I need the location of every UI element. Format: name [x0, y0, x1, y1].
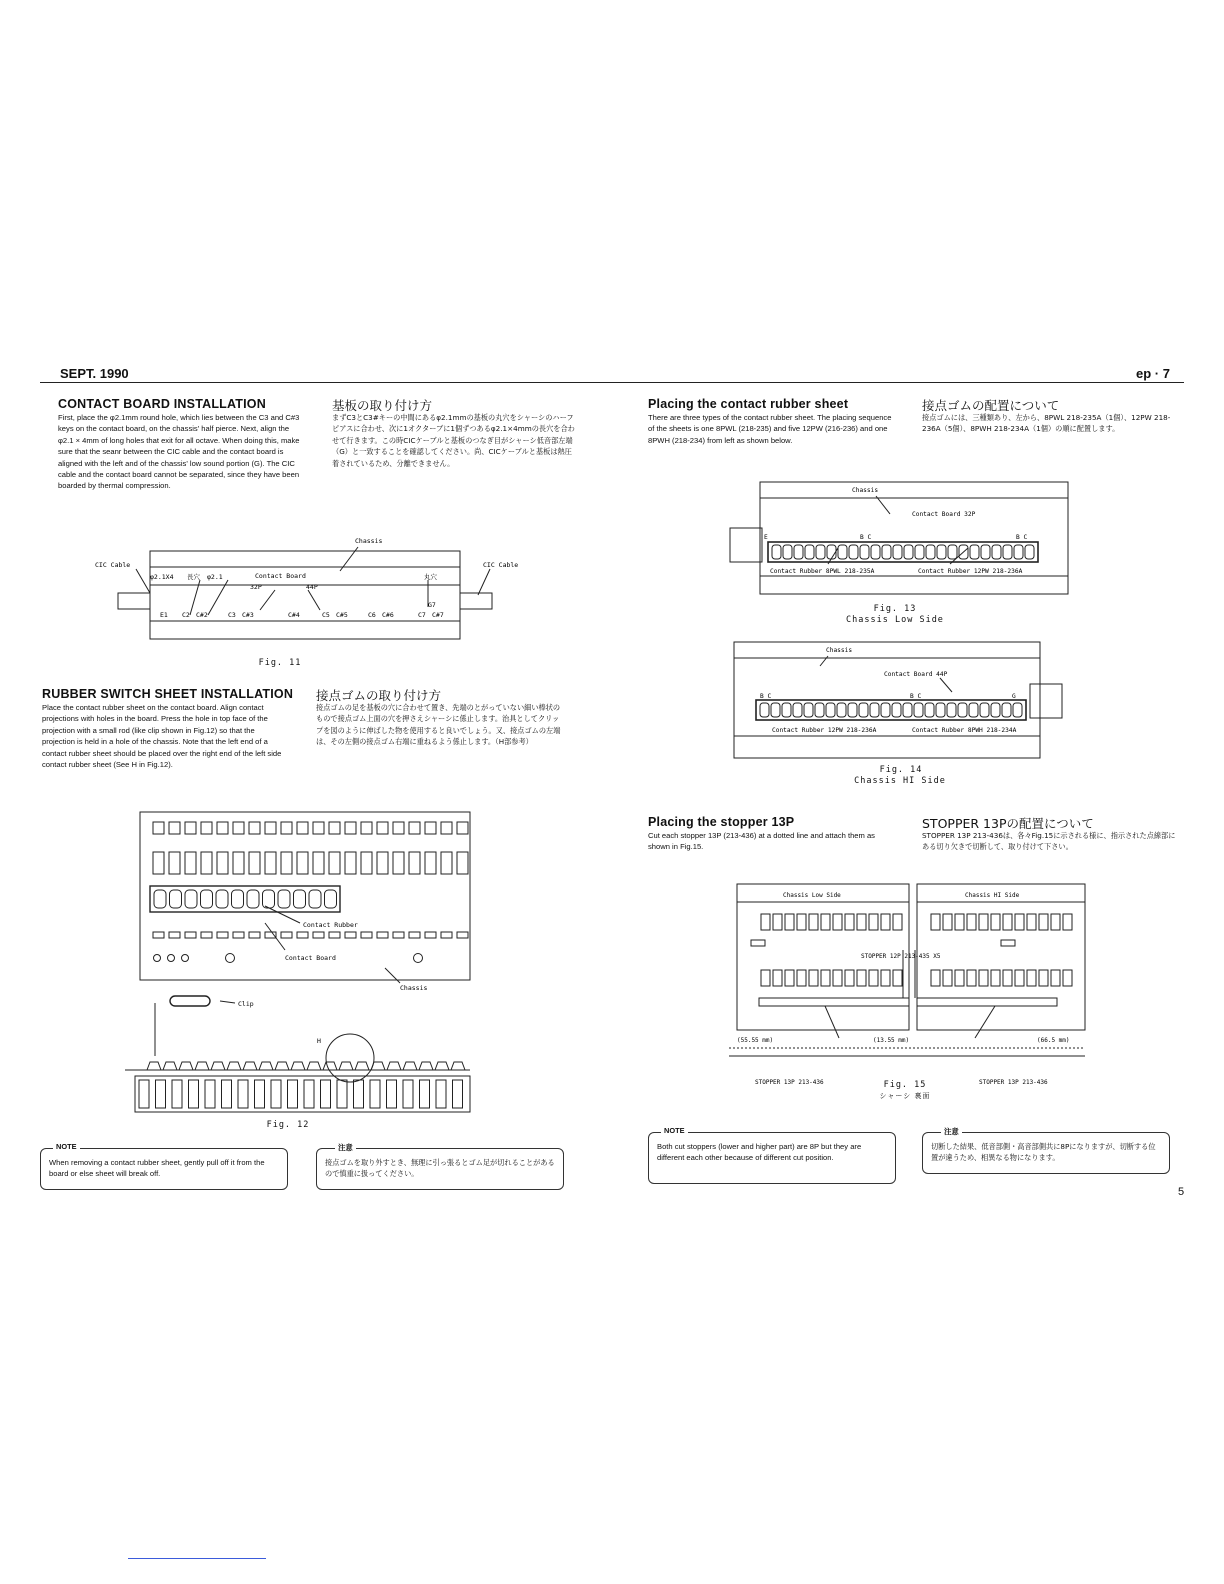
fig12-rubber-bump	[275, 1062, 289, 1070]
fig12-slot	[185, 852, 196, 874]
fig11-chassis-label: Chassis	[355, 537, 383, 545]
fig15-slot	[1027, 970, 1036, 986]
fig12-slot	[329, 852, 340, 874]
fig15-slot	[943, 970, 952, 986]
fig12-slot	[217, 932, 228, 938]
fig11-key: C5	[322, 611, 330, 619]
fig12-slot	[329, 932, 340, 938]
fig12-rubber-bump	[227, 1062, 241, 1070]
fig15-slot	[1051, 970, 1060, 986]
fig15-slot	[1003, 970, 1012, 986]
fig12-rubber-pad	[325, 890, 337, 908]
note-left-text: When removing a contact rubber sheet, gently pull off it from the board or else sheet will break off.	[49, 1158, 265, 1179]
fig13-board: Contact Board 32P	[912, 511, 976, 518]
fig12-rubber-pad	[294, 890, 306, 908]
fig15-slot	[821, 914, 830, 930]
note-right-jp	[922, 1127, 1170, 1174]
fig12-slot	[265, 852, 276, 874]
fig12-rubber-pad	[201, 890, 213, 908]
fig12-slot	[441, 852, 452, 874]
fig12-slot	[217, 822, 228, 834]
fig14-rubber-l: Contact Rubber 12PW 218-236A	[772, 727, 877, 734]
fig14-bc1: B C	[760, 693, 772, 700]
page-number: 5	[1178, 1186, 1185, 1198]
fig11-key: C6	[368, 611, 376, 619]
fig12-slot	[153, 932, 164, 938]
fig12-slot	[281, 852, 292, 874]
fig15-slot	[809, 970, 818, 986]
contact-board-title: CONTACT BOARD INSTALLATION	[58, 397, 266, 411]
fig12-rubber-bump	[307, 1062, 321, 1070]
fig12-slot	[217, 852, 228, 874]
note-left-jp	[316, 1143, 564, 1190]
fig12-slot	[393, 932, 404, 938]
fig12-contact-rubber: Contact Rubber	[303, 921, 358, 929]
fig12-slot	[281, 822, 292, 834]
fig15-dim1: (55.55 mm)	[737, 1037, 774, 1044]
fig13-rubber-l: Contact Rubber 8PWL 218-235A	[770, 568, 875, 575]
fig12-slot	[425, 932, 436, 938]
fig12-slot	[185, 822, 196, 834]
fig11-32p: 32P	[250, 583, 262, 591]
stopper-title: Placing the stopper 13P	[648, 815, 795, 829]
fig12-slot	[403, 1080, 413, 1108]
note-right	[648, 1126, 896, 1184]
fig12-slot	[249, 932, 260, 938]
fig12-slot	[321, 1080, 331, 1108]
fig12-rubber-bump	[259, 1062, 273, 1070]
fig12-slot	[233, 852, 244, 874]
fig12-slot	[169, 932, 180, 938]
fig11-caption: Fig. 11	[258, 658, 302, 668]
fig11-key: C2	[182, 611, 190, 619]
fig12-slot	[457, 932, 468, 938]
fig12-slot	[441, 932, 452, 938]
fig11-board: Contact Board	[255, 572, 306, 580]
fig15-stopper-l: STOPPER 13P 213-436	[755, 1079, 824, 1086]
note-right-text: Both cut stoppers (lower and higher part) are 8P but they are different each other because of different cut position.	[657, 1142, 862, 1163]
fig15-slot	[1015, 970, 1024, 986]
fig12-slot	[255, 1080, 265, 1108]
fig11-hole-jp1: 長穴	[187, 573, 200, 581]
stopper-body-jp: STOPPER 13P 213-436は、各々Fig.15に示される様に、指示された点線部にある切り欠きで切断して、取り付けて下さい。	[922, 831, 1176, 852]
fig15-slot	[955, 970, 964, 986]
fig12-slot	[205, 1080, 215, 1108]
fig11-key: C7	[418, 611, 426, 619]
fig12-rubber-bump	[387, 1062, 401, 1070]
fig12-slot	[387, 1080, 397, 1108]
note-left	[40, 1142, 288, 1190]
fig12-slot	[345, 932, 356, 938]
fig15-slot	[869, 970, 878, 986]
fig12-slot	[361, 932, 372, 938]
fig12-rubber-pad	[263, 890, 275, 908]
fig13-bc1: B C	[860, 534, 872, 541]
fig11-jp-mark: 丸穴	[424, 573, 437, 581]
fig15-slot	[773, 970, 782, 986]
fig14-g: G	[1012, 693, 1016, 700]
fig12-rubber-bump	[419, 1062, 433, 1070]
fig12-slot	[425, 822, 436, 834]
fig15-slot	[785, 914, 794, 930]
fig12-slot	[189, 1080, 199, 1108]
fig12-slot	[457, 852, 468, 874]
fig12-slot	[377, 822, 388, 834]
fig15-slot	[931, 970, 940, 986]
fig12-clip: Clip	[238, 1000, 254, 1008]
fig12-slot	[453, 1080, 463, 1108]
fig12-slot	[201, 852, 212, 874]
fig12-slot	[337, 1080, 347, 1108]
fig11-cic-right: CIC Cable	[483, 561, 519, 569]
fig12-rubber-bump	[355, 1062, 369, 1070]
fig15-slot	[967, 914, 976, 930]
fig12-rubber-pad	[185, 890, 197, 908]
fig11-44p: 44P	[306, 583, 318, 591]
fig11-key: C#5	[336, 611, 348, 619]
fig11-hole2: φ2.1	[207, 573, 223, 581]
fig12-drawing	[95, 808, 485, 1118]
fig12-slot	[172, 1080, 182, 1108]
fig15-slot	[955, 914, 964, 930]
fig12-rubber-bump	[403, 1062, 417, 1070]
fig15-slot	[833, 970, 842, 986]
fig12-slot	[354, 1080, 364, 1108]
fig15-slot	[991, 914, 1000, 930]
fig15-slot	[797, 970, 806, 986]
fig13-drawing	[728, 478, 1073, 603]
fig15-stopper-r: STOPPER 13P 213-436	[979, 1079, 1048, 1086]
fig12-rubber-pad	[247, 890, 259, 908]
fig12-rubber-pad	[216, 890, 228, 908]
fig12-slot	[249, 852, 260, 874]
fig12-slot	[297, 822, 308, 834]
fig12-slot	[329, 822, 340, 834]
rubber-switch-body-jp: 接点ゴムの足を基板の穴に合わせて置き、先端のとがっていない細い棒状のもので接点ゴム上面の穴を押さえシャーシに係止します。治具としてクリップを図のように伸ばした物を使用すると良いでしょう。又、接点ゴムの左端は、その左側の接点ゴム右端に重ねるよう係止します。（H部参考）	[316, 703, 561, 747]
header-date: SEPT. 1990	[60, 366, 129, 381]
fig12-rubber-bump	[179, 1062, 193, 1070]
stopper-body: Cut each stopper 13P (213-436) at a dotted line and attach them as shown in Fig.15.	[648, 831, 875, 852]
fig12-chassis: Chassis	[400, 984, 428, 992]
fig11-key: C#7	[432, 611, 444, 619]
fig12-rubber-bump	[451, 1062, 465, 1070]
fig12-slot	[201, 932, 212, 938]
fig15-slot	[1027, 914, 1036, 930]
rubber-switch-title-jp: 接点ゴムの取り付け方	[316, 688, 442, 703]
note-left-jp-label: 注意	[335, 1142, 356, 1153]
note-left-label: NOTE	[53, 1142, 80, 1151]
fig15-slot	[1063, 914, 1072, 930]
fig15-sub: シャーシ 裏面	[879, 1092, 931, 1100]
fig12-slot	[271, 1080, 281, 1108]
fig12-slot	[361, 852, 372, 874]
fig12-slot	[153, 852, 164, 874]
header-model: ep · 7	[1136, 366, 1170, 381]
fig12-slot	[169, 852, 180, 874]
fig15-slot	[881, 914, 890, 930]
fig12-slot	[345, 852, 356, 874]
fig12-rubber-pad	[170, 890, 182, 908]
fig11-key: C#4	[288, 611, 300, 619]
fig15-slot	[833, 914, 842, 930]
fig12-slot	[361, 822, 372, 834]
fig15-slot	[869, 914, 878, 930]
fig15-drawing	[725, 880, 1095, 1095]
fig12-slot	[288, 1080, 298, 1108]
fig12-slot	[304, 1080, 314, 1108]
fig12-slot	[313, 822, 324, 834]
fig12-rubber-bump	[435, 1062, 449, 1070]
fig15-low: Chassis Low Side	[783, 892, 841, 899]
fig15-dim3: (66.5 mm)	[1037, 1037, 1070, 1044]
fig12-rubber-bump	[323, 1062, 337, 1070]
fig15-slot	[979, 914, 988, 930]
note-right-label: NOTE	[661, 1126, 688, 1135]
fig12-slot	[297, 852, 308, 874]
fig13-e: E	[764, 534, 768, 541]
fig12-slot	[185, 932, 196, 938]
fig14-drawing	[730, 640, 1075, 765]
fig15-slot	[979, 970, 988, 986]
fig11-key: C3	[228, 611, 236, 619]
fig12-slot	[393, 852, 404, 874]
fig12-slot	[370, 1080, 380, 1108]
fig12-slot	[441, 822, 452, 834]
fig12-slot	[393, 822, 404, 834]
fig14-board: Contact Board 44P	[884, 671, 948, 678]
fig15-slot	[809, 914, 818, 930]
fig12-rubber-bump	[339, 1062, 353, 1070]
fig15-slot	[1015, 914, 1024, 930]
fig15-slot	[893, 970, 902, 986]
fig11-hole1: φ2.1X4	[150, 573, 174, 581]
placing-rubber-body: There are three types of the contact rubber sheet. The placing sequence of the sheets is one 8PWL (218-235) and five 12PW (216-236) and one 8PWH (218-234) from left as shown below.	[648, 413, 892, 445]
fig13-chassis: Chassis	[852, 487, 879, 494]
fig12-rubber-pad	[309, 890, 321, 908]
fig15-stopper12: STOPPER 12P 213-435 X5	[861, 953, 941, 960]
fig11-key: C#3	[242, 611, 254, 619]
header-rule	[40, 382, 1184, 383]
fig15-slot	[931, 914, 940, 930]
fig12-slot	[345, 822, 356, 834]
fig13-rubber-r: Contact Rubber 12PW 218-236A	[918, 568, 1023, 575]
fig12-slot	[313, 852, 324, 874]
fig14-bc2: B C	[910, 693, 922, 700]
fig11-key: C#6	[382, 611, 394, 619]
fig15-slot	[821, 970, 830, 986]
contact-board-title-jp: 基板の取り付け方	[332, 398, 433, 413]
fig12-slot	[249, 822, 260, 834]
fig14-chassis: Chassis	[826, 647, 853, 654]
fig15-dim2: (13.55 mm)	[873, 1037, 910, 1044]
fig12-slot	[313, 932, 324, 938]
fig15-slot	[881, 970, 890, 986]
fig15-hi: Chassis HI Side	[965, 892, 1020, 899]
fig12-rubber-bump	[211, 1062, 225, 1070]
fig14-caption: Fig. 14	[879, 765, 923, 775]
fig12-slot	[409, 822, 420, 834]
fig12-slot	[297, 932, 308, 938]
fig12-slot	[377, 852, 388, 874]
fig12-rubber-bump	[147, 1062, 161, 1070]
fig15-slot	[967, 970, 976, 986]
fig11-cic-left: CIC Cable	[95, 561, 131, 569]
fig12-contact-board: Contact Board	[285, 954, 336, 962]
fig15-slot	[1063, 970, 1072, 986]
placing-rubber-title-jp: 接点ゴムの配置について	[922, 398, 1060, 413]
fig12-slot	[222, 1080, 232, 1108]
fig11-key: E1	[160, 611, 168, 619]
fig14-rubber-r: Contact Rubber 8PWH 218-234A	[912, 727, 1017, 734]
note-right-jp-label: 注意	[941, 1126, 962, 1137]
fig15-slot	[797, 914, 806, 930]
fig15-slot	[845, 914, 854, 930]
note-right-jp-text: 切断した結果、低音部側・高音部側共に8Pになりますが、切断する位置が違うため、相異なる物になります。	[931, 1142, 1156, 1163]
stopper-title-jp: STOPPER 13Pの配置について	[922, 816, 1094, 831]
fig12-slot	[409, 932, 420, 938]
fig12-slot	[457, 822, 468, 834]
fig12-slot	[377, 932, 388, 938]
fig12-slot	[233, 822, 244, 834]
fig12-slot	[281, 932, 292, 938]
fig15-slot	[1003, 914, 1012, 930]
rubber-switch-body: Place the contact rubber sheet on the contact board. Align contact projections with holes in the board. Press the hole in top face of the projection with a small rod (like clip shown in Fig.12) so that the projection is held in a hole of the chassis. Note that the left end of a contact rubber sheet should be placed over the right end of the left side contact rubber sheet (See H in Fig.12).	[42, 703, 282, 770]
fig12-slot	[153, 822, 164, 834]
link-underline	[128, 1558, 266, 1559]
fig11-drawing	[90, 535, 530, 665]
fig13-caption: Fig. 13	[873, 604, 917, 614]
fig15-slot	[761, 970, 770, 986]
fig15-slot	[991, 970, 1000, 986]
fig15-slot	[1051, 914, 1060, 930]
rubber-switch-title: RUBBER SWITCH SHEET INSTALLATION	[42, 687, 294, 701]
fig12-rubber-bump	[163, 1062, 177, 1070]
fig12-rubber-pad	[154, 890, 166, 908]
fig15-slot	[857, 914, 866, 930]
fig15-slot	[773, 914, 782, 930]
fig13-sub: Chassis Low Side	[846, 615, 944, 625]
fig15-slot	[943, 914, 952, 930]
fig11-g7: G7	[428, 601, 436, 609]
fig12-h: H	[317, 1037, 321, 1045]
fig12-slot	[238, 1080, 248, 1108]
fig12-rubber-pad	[232, 890, 244, 908]
fig12-slot	[425, 852, 436, 874]
note-left-jp-text: 接点ゴムを取り外すとき、無理に引っ張るとゴム足が切れることがあるので慎重に扱ってください。	[325, 1158, 555, 1179]
fig15-slot	[761, 914, 770, 930]
fig15-caption: Fig. 15	[883, 1080, 927, 1090]
fig12-slot	[436, 1080, 446, 1108]
fig12-slot	[156, 1080, 166, 1108]
fig12-slot	[139, 1080, 149, 1108]
fig12-slot	[233, 932, 244, 938]
fig15-slot	[845, 970, 854, 986]
fig11-key: C#2	[196, 611, 208, 619]
fig15-slot	[785, 970, 794, 986]
fig12-rubber-bump	[243, 1062, 257, 1070]
fig12-slot	[409, 852, 420, 874]
fig12-rubber-bump	[291, 1062, 305, 1070]
contact-board-body: First, place the φ2.1mm round hole, which lies between the C3 and C#3 keys on the contact board, on the chassis' half pierce. Next, align the φ2.1 × 4mm of long holes that exit for all octave. When doing this, make sure that the seanr between the CIC cable and the contact board is aligned with the left and of the chassis' low sound portion (G). The CIC cable and the contact board cannot be separated, since they have been boarded by thermal compression.	[58, 413, 300, 491]
fig14-sub: Chassis HI Side	[854, 776, 946, 786]
fig15-slot	[857, 970, 866, 986]
fig12-slot	[420, 1080, 430, 1108]
fig12-slot	[169, 822, 180, 834]
fig12-slot	[265, 822, 276, 834]
placing-rubber-title: Placing the contact rubber sheet	[648, 397, 849, 411]
fig15-slot	[1039, 914, 1048, 930]
fig12-rubber-bump	[195, 1062, 209, 1070]
fig13-bc2: B C	[1016, 534, 1028, 541]
fig15-slot	[893, 914, 902, 930]
fig15-slot	[1039, 970, 1048, 986]
fig12-rubber-pad	[278, 890, 290, 908]
fig12-slot	[201, 822, 212, 834]
placing-rubber-body-jp: 接点ゴムには、三種類あり、左から、8PWL 218-235A（1個）、12PW 218-236A（5個）、8PWH 218-234A（1個）の順に配置します。	[922, 413, 1171, 434]
fig12-caption: Fig. 12	[266, 1120, 310, 1130]
contact-board-body-jp: まずC3とC3#キーの中間にあるφ2.1mmの基板の丸穴をシャーシのハーフピアスに合わせ、次に1オクターブに1個ずつあるφ2.1×4mmの長穴を合わせて行きます。この時CICケーブルと基板のつなぎ目がシャーシ低音部左端（G）と一致することを確認してください。尚、CICケーブルと基板は熱圧着されているため、分離できません。	[332, 413, 575, 468]
